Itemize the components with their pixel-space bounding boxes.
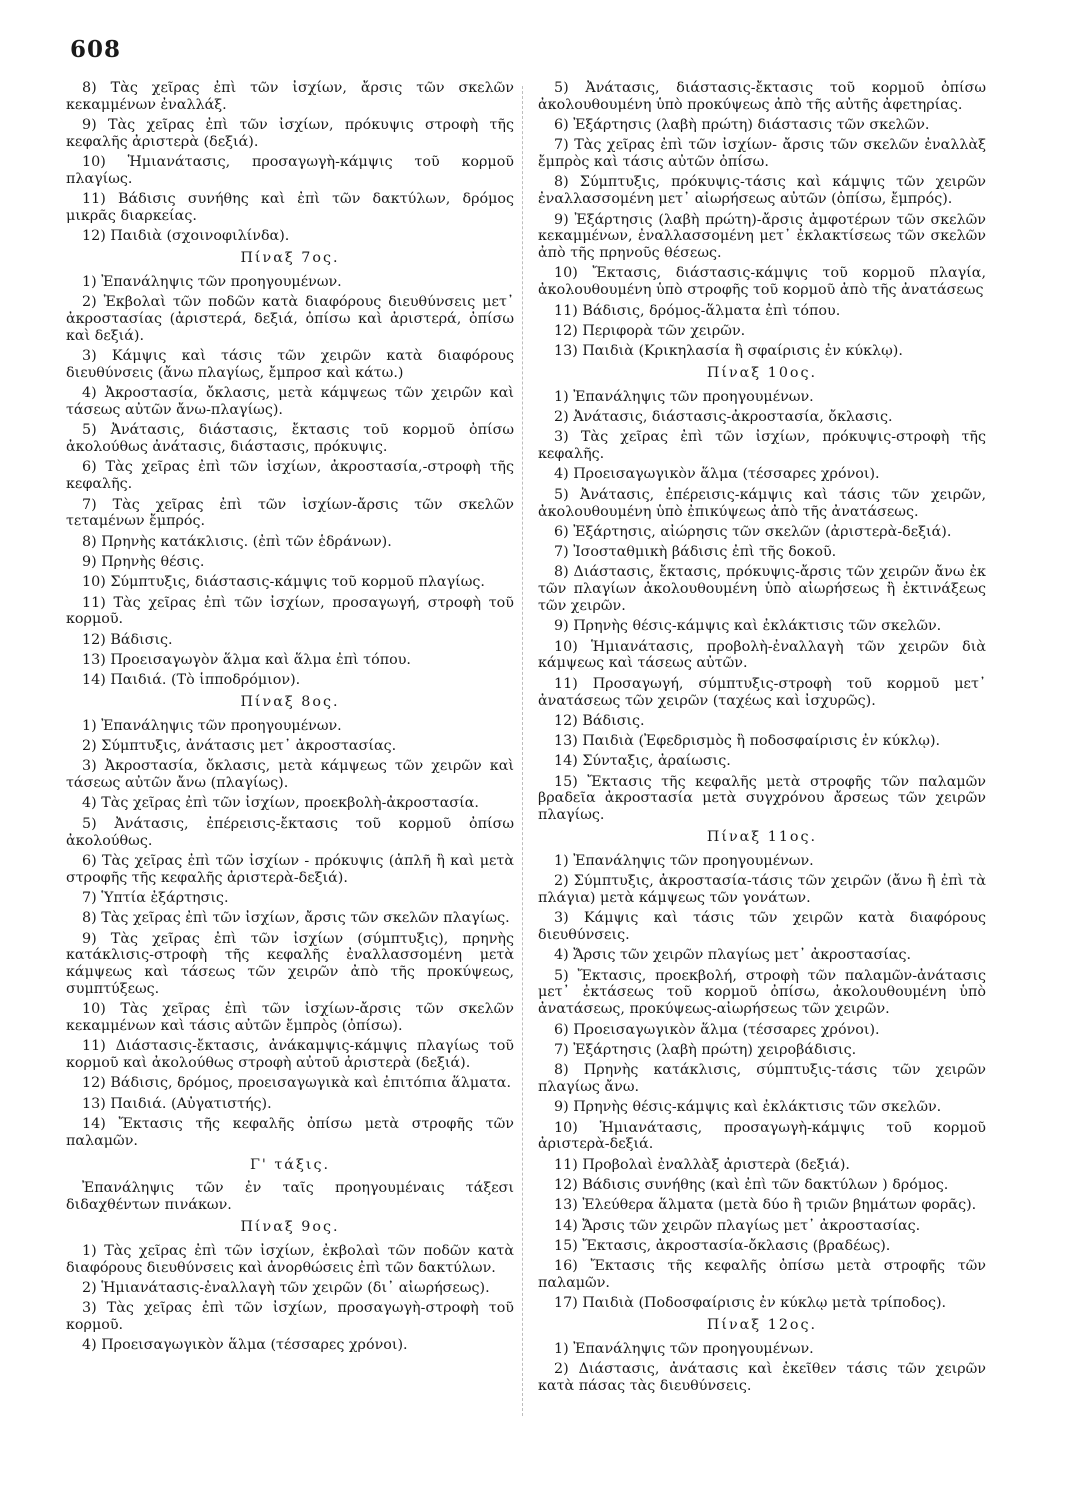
exercise-item: 13) Παιδιὰ (Ἐφεδρισμὸς ἢ ποδοσφαίρισις ἐν κύκλῳ). (554, 733, 941, 750)
exercise-item: 8) Πρηνὴς κατάκλισις, σύμπτυξις-τάσις τῶν χειρῶν πλαγίως ἄνω. (538, 1062, 986, 1095)
exercise-item: 4) Προεισαγωγικὸν ἅλμα (τέσσαρες χρόνοι). (554, 466, 880, 483)
table-heading: Πίναξ 7ος. (240, 250, 340, 267)
exercise-item: 5) Ἀνάτασις, ἐπέρεισις-ἔκτασις τοῦ κορμοῦ ὀπίσω ἀκολούθως. (66, 815, 514, 849)
exercise-item: 6) Τὰς χεῖρας ἐπὶ τῶν ἰσχίων, ἀκροστασία,-στροφὴ τῆς κεφαλῆς. (66, 459, 514, 493)
exercise-item: 7) Τὰς χεῖρας ἐπὶ τῶν ἰσχίων-ἄρσις τῶν σκελῶν τεταμένων ἔμπρός. (66, 496, 514, 530)
exercise-item: 12) Βάδισις. (554, 712, 645, 729)
exercise-item: 9) Τὰς χεῖρας ἐπὶ τῶν ἰσχίων (σύμπτυξις), πρηνὴς κατάκλισις-στροφὴ τῆς κεφαλῆς ἐναλλασσομένη μετὰ κάμψεως καὶ τάσεως τῶν χειρῶν ἀπὸ τῆς προκύψεως, συμπτύξεως. (66, 930, 514, 997)
exercise-item: 5) Ἀνάτασις, διάστασις-ἔκτασις τοῦ κορμοῦ ὀπίσω ἀκολουθουμένη ὑπὸ προκύψεως ἀπὸ τῆς αὐτῆς ἀφετηρίας. (538, 80, 986, 113)
exercise-item: 5) Ἀνάτασις, διάστασις, ἔκτασις τοῦ κορμοῦ ὀπίσω ἀκολούθως ἀνάτασις, διάστασις, πρόκυψις. (66, 422, 514, 456)
exercise-item: 8) Διάστασις, ἔκτασις, πρόκυψις-ἄρσις τῶν χειρῶν ἄνω ἐκ τῶν πλαγίων ἀκολουθουμένη ὑπὸ αἰωρήσεως ἢ ἐκτινάξεως τῶν χειρῶν. (538, 564, 986, 615)
exercise-item: 6) Τὰς χεῖρας ἐπὶ τῶν ἰσχίων - πρόκυψις (ἁπλῆ ἢ καὶ μετὰ στροφῆς τῆς κεφαλῆς ἀριστερὰ-δεξιά). (66, 852, 514, 886)
exercise-item: 11) Διάστασις-ἔκτασις, ἀνάκαμψις-κάμψις πλαγίως τοῦ κορμοῦ καὶ ἀκολούθως στροφὴ αὐτοῦ ἀριστερὰ (δεξιά). (66, 1038, 514, 1072)
exercise-item: 1) Ἐπανάληψις τῶν προηγουμένων. (82, 717, 342, 734)
exercise-item: 11) Βάδισις συνήθης καὶ ἐπὶ τῶν δακτύλων, δρόμος μικρᾶς διαρκείας. (66, 191, 514, 225)
exercise-item: 9) Πρηνὴς θέσις-κάμψις καὶ ἐκλάκτισις τῶν σκελῶν. (554, 1099, 942, 1116)
exercise-item: 4) Ἄρσις τῶν χειρῶν πλαγίως μετ᾽ ἀκροστασίας. (554, 947, 912, 964)
exercise-item: 15) Ἔκτασις, ἀκροστασία-ὄκλασις (βραδέως). (554, 1237, 891, 1254)
exercise-item: 4) Ἀκροστασία, ὄκλασις, μετὰ κάμψεως τῶν χειρῶν καὶ τάσεως αὐτῶν ἄνω-πλαγίως). (66, 385, 514, 419)
exercise-item: 10) Ἔκτασις, διάστασις-κάμψις τοῦ κορμοῦ πλαγία, ἀκολουθουμένη ὑπὸ στροφῆς τοῦ κορμοῦ ἀπὸ τῆς ἀνατάσεως (538, 265, 986, 299)
exercise-item: 17) Παιδιὰ (Ποδοσφαίρισις ἐν κύκλῳ μετὰ τρίποδος). (554, 1295, 947, 1312)
exercise-item: 11) Βάδισις, δρόμος-ἅλματα ἐπὶ τόπου. (554, 302, 841, 319)
right-column (538, 80, 986, 1398)
exercise-item: 1) Τὰς χεῖρας ἐπὶ τῶν ἰσχίων, ἐκβολαὶ τῶν ποδῶν κατὰ διαφόρους διευθύνσεις καὶ ἀνορθώσεις ἐπὶ τῶν δακτύλων. (66, 1242, 514, 1276)
exercise-item: 13) Προεισαγωγὸν ἅλμα καὶ ἅλμα ἐπὶ τόπου. (82, 651, 411, 668)
exercise-item: 3) Ἀκροστασία, ὄκλασις, μετὰ κάμψεως τῶν χειρῶν καὶ τάσεως αὐτῶν ἄνω (πλαγίως). (66, 758, 514, 792)
exercise-item: 3) Τὰς χεῖρας ἐπὶ τῶν ἰσχίων, προσαγωγὴ-στροφὴ τοῦ κορμοῦ. (66, 1300, 514, 1333)
exercise-item: 12) Παιδιὰ (σχοινοφιλίνδα). (82, 228, 290, 245)
exercise-item: 11) Τὰς χεῖρας ἐπὶ τῶν ἰσχίων, προσαγωγή, στροφὴ τοῦ κορμοῦ. (66, 594, 514, 628)
exercise-item: 13) Παιδιά. (Αὐγατιστής). (82, 1095, 272, 1112)
exercise-item: 4) Προεισαγωγικὸν ἅλμα (τέσσαρες χρόνοι). (82, 1337, 408, 1354)
table-heading: Πίναξ 10ος. (706, 364, 818, 381)
exercise-item: 12) Βάδισις, δρόμος, προεισαγωγικὰ καὶ ἐπιτόπια ἅλματα. (82, 1075, 511, 1092)
table-heading: Πίναξ 12ος. (706, 1317, 818, 1333)
exercise-item: 2) Ἀνάτασις, διάστασις-ἀκροστασία, ὄκλασις. (554, 409, 893, 426)
exercise-item: 8) Σύμπτυξις, πρόκυψις-τάσις καὶ κάμψις τῶν χειρῶν ἐναλλασσομένη μετ᾽ αἰωρήσεως αὐτῶν (ὀπίσω, ἔμπρός). (538, 174, 986, 208)
exercise-item: 15) Ἔκτασις τῆς κεφαλῆς μετὰ στροφῆς τῶν παλαμῶν βραδεῖα ἀκροστασία μετὰ συγχρόνου ἄρσεως τῶν χειρῶν πλαγίως. (538, 773, 986, 824)
exercise-item: 2) Διάστασις, ἀνάτασις καὶ ἐκεῖθεν τάσις τῶν χειρῶν κατὰ πάσας τὰς διευθύνσεις. (538, 1361, 986, 1394)
exercise-item: 2) Σύμπτυξις, ἀνάτασις μετ᾽ ἀκροστασίας. (82, 738, 397, 755)
exercise-item: Ἐπανάληψις τῶν ἐν ταῖς προηγουμέναις τάξεσι διδαχθέντων πινάκων. (66, 1180, 514, 1214)
exercise-item: 13) Ἐλεύθερα ἅλματα (μετὰ δύο ἢ τριῶν βημάτων φορᾶς). (554, 1197, 977, 1214)
column-divider (522, 86, 523, 1416)
exercise-item: 6) Ἐξάρτησις, αἰώρησις τῶν σκελῶν (ἀριστερὰ-δεξιά). (554, 523, 952, 540)
exercise-item: 7) Ἰσοσταθμικὴ βάδισις ἐπὶ τῆς δοκοῦ. (554, 544, 837, 561)
exercise-item: 2) Ἐκβολαὶ τῶν ποδῶν κατὰ διαφόρους διευθύνσεις μετ᾽ ἀκροστασίας (ἀριστερά, δεξιά, ὀπίσω καὶ ἀριστερά, ὀπίσω καὶ δεξιά). (66, 294, 514, 344)
exercise-item: 1) Ἐπανάληψις τῶν προηγουμένων. (554, 388, 814, 405)
exercise-item: 14) Ἄρσις τῶν χειρῶν πλαγίως μετ᾽ ἀκροστασίας. (554, 1217, 921, 1234)
exercise-item: 3) Κάμψις καὶ τάσις τῶν χειρῶν κατὰ διαφόρους διευθύνσεις (ἄνω πλαγίως, ἔμπροσ καὶ κάτω.) (66, 348, 514, 381)
left-column (66, 80, 514, 1358)
exercise-item: 8) Τὰς χεῖρας ἐπὶ τῶν ἰσχίων, ἄρσις τῶν σκελῶν πλαγίως. (82, 910, 510, 927)
section-heading: Γ' τάξις. (250, 1156, 330, 1173)
exercise-item: 7) Ἐξάρτησις (λαβὴ πρώτη) χειροβάδισις. (554, 1041, 857, 1058)
exercise-item: 5) Ἀνάτασις, ἐπέρεισις-κάμψις καὶ τάσις τῶν χειρῶν, ἀκολουθουμένη ὑπὸ ἐπικύψεως ἀπὸ τῆς ἀνατάσεως. (538, 486, 986, 520)
exercise-item: 7) Ὑπτία ἐξάρτησις. (82, 889, 229, 906)
exercise-item: 14) Ἔκτασις τῆς κεφαλῆς ὀπίσω μετὰ στροφῆς τῶν παλαμῶν. (66, 1116, 514, 1149)
table-heading: Πίναξ 11ος. (706, 829, 818, 846)
exercise-item: 3) Τὰς χεῖρας ἐπὶ τῶν ἰσχίων, πρόκυψις-στροφὴ τῆς κεφαλῆς. (538, 429, 986, 463)
page-number: 608 (70, 36, 122, 63)
exercise-item: 9) Πρηνὴς θέσις. (82, 553, 205, 570)
exercise-item: 8) Πρηνὴς κατάκλισις. (ἐπὶ τῶν ἑδράνων). (82, 533, 392, 550)
exercise-item: 16) Ἔκτασις τῆς κεφαλῆς ὀπίσω μετὰ στροφῆς τῶν παλαμῶν. (538, 1258, 986, 1291)
exercise-item: 1) Ἐπανάληψις τῶν προηγουμένων. (554, 852, 814, 869)
exercise-item: 6) Ἐξάρτησις (λαβὴ πρώτη) διάστασις τῶν σκελῶν. (554, 117, 930, 134)
exercise-item: 11) Προσαγωγή, σύμπτυξις-στροφὴ τοῦ κορμοῦ μετ᾽ ἀνατάσεως τῶν χειρῶν (ταχέως καὶ ἰσχυρῶς). (538, 675, 986, 709)
exercise-item: 8) Τὰς χεῖρας ἐπὶ τῶν ἰσχίων, ἄρσις τῶν σκελῶν κεκαμμένων ἐναλλάξ. (66, 80, 514, 113)
exercise-item: 10) Ἡμιανάτασις, προσαγωγὴ-κάμψις τοῦ κορμοῦ ἀριστερὰ-δεξιά. (538, 1119, 986, 1153)
exercise-item: 10) Ἡμιανάτασις, προσαγωγὴ-κάμψις τοῦ κορμοῦ πλαγίως. (66, 154, 514, 187)
exercise-item: 5) Ἔκτασις, προεκβολή, στροφὴ τῶν παλαμῶν-ἀνάτασις μετ᾽ ἐκτάσεως τοῦ κορμοῦ ὀπίσω, ἀκολουθουμένη ὑπὸ ἀνατάσεως, προκύψεως-αἰωρήσεως τῶν χειρῶν. (538, 967, 986, 1018)
exercise-item: 14) Παιδιά. (Τὸ ἱπποδρόμιον). (82, 672, 301, 689)
exercise-item: 14) Σύνταξις, ἀραίωσις. (554, 753, 731, 770)
exercise-item: 2) Σύμπτυξις, ἀκροστασία-τάσις τῶν χειρῶν (ἄνω ἢ ἐπὶ τὰ πλάγια) μετὰ κάμψεως τῶν γονάτων. (538, 873, 986, 906)
exercise-item: 12) Περιφορὰ τῶν χειρῶν. (554, 322, 746, 339)
exercise-item: 1) Ἐπανάληψις τῶν προηγουμένων. (554, 1340, 814, 1357)
exercise-item: 10) Σύμπτυξις, διάστασις-κάμψις τοῦ κορμοῦ πλαγίως. (82, 574, 485, 591)
exercise-item: 13) Παιδιὰ (Κρικηλασία ἢ σφαίρισις ἐν κύκλῳ). (554, 343, 903, 360)
exercise-item: 3) Κάμψις καὶ τάσις τῶν χειρῶν κατὰ διαφόρους διευθύνσεις. (538, 910, 986, 944)
exercise-item: 1) Ἐπανάληψις τῶν προηγουμένων. (82, 273, 342, 290)
exercise-item: 7) Τὰς χεῖρας ἐπὶ τῶν ἰσχίων- ἄρσις τῶν σκελῶν ἐναλλὰξ ἔμπρὸς καὶ τάσις αὐτῶν ὀπίσω. (538, 137, 986, 171)
table-heading: Πίναξ 8ος. (240, 694, 340, 710)
exercise-item: 12) Βάδισις συνήθης (καὶ ἐπὶ τῶν δακτύλων ) δρόμος. (554, 1176, 949, 1193)
exercise-item: 6) Προεισαγωγικὸν ἅλμα (τέσσαρες χρόνοι). (554, 1021, 880, 1038)
exercise-item: 9) Τὰς χεῖρας ἐπὶ τῶν ἰσχίων, πρόκυψις στροφὴ τῆς κεφαλῆς ἀριστερὰ (δεξιά). (66, 117, 514, 150)
exercise-item: 4) Τὰς χεῖρας ἐπὶ τῶν ἰσχίων, προεκβολὴ-ἀκροστασία. (82, 795, 479, 812)
table-heading: Πίναξ 9ος. (240, 1219, 340, 1236)
exercise-item: 9) Πρηνὴς θέσις-κάμψις καὶ ἐκλάκτισις τῶν σκελῶν. (554, 618, 942, 635)
exercise-item: 10) Τὰς χεῖρας ἐπὶ τῶν ἰσχίων-ἄρσις τῶν σκελῶν κεκαμμένων καὶ τάσις αὐτῶν ἔμπρὸς (ὀπίσω). (66, 1001, 514, 1035)
exercise-item: 10) Ἡμιανάτασις, προβολὴ-ἐναλλαγὴ τῶν χειρῶν διὰ κάμψεως καὶ τάσεως αὐτῶν. (538, 638, 986, 672)
exercise-item: 12) Βάδισις. (82, 631, 173, 648)
exercise-item: 2) Ἡμιανάτασις-ἐναλλαγὴ τῶν χειρῶν (δι᾽ αἰωρήσεως). (82, 1279, 490, 1296)
exercise-item: 9) Ἐξάρτησις (λαβὴ πρώτη)-ἄρσις ἀμφοτέρων τῶν σκελῶν κεκαμμένων, ἐναλλασσομένη μετ᾽ ἐκλακτίσεως τῶν σκελῶν ἀπὸ τῆς πρηνοῦς θέσεως. (538, 211, 986, 262)
exercise-item: 11) Προβολαὶ ἐναλλὰξ ἀριστερὰ (δεξιά). (554, 1156, 850, 1173)
